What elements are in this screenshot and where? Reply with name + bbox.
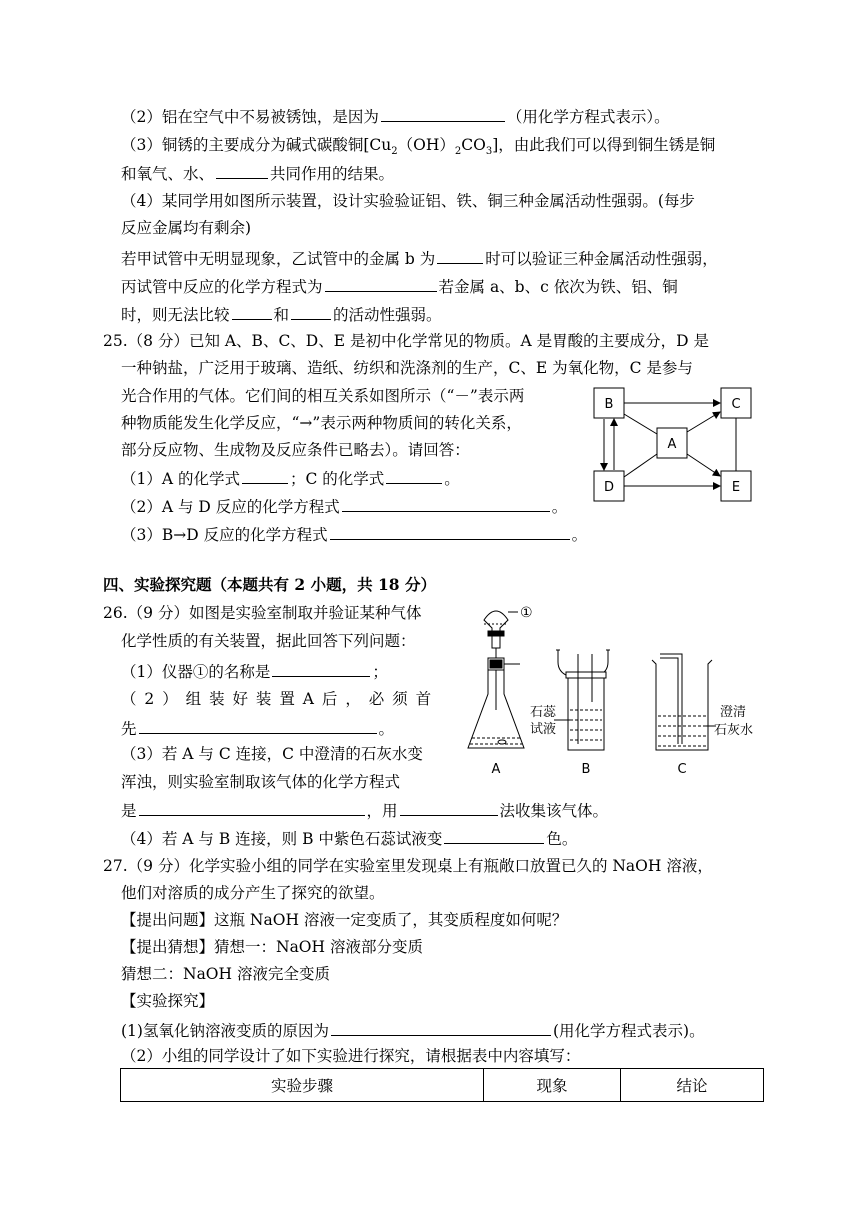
answer-blank[interactable]: [272, 659, 370, 677]
header-steps: 实验步骤: [121, 1069, 484, 1102]
answer-blank[interactable]: [216, 161, 268, 179]
q27-explore-heading: 【实验探究】: [121, 992, 215, 1010]
q26-line2: 化学性质的有关装置，据此回答下列问题：: [121, 632, 416, 650]
q26-q4: （4）若 A 与 B 连接，则 B 中紫色石蕊试液变 色。: [121, 826, 577, 850]
answer-blank[interactable]: [325, 274, 437, 292]
table-header-row: [121, 1069, 764, 1102]
label-litmus-1: 石蕊: [530, 705, 557, 720]
apparatus-a: [468, 611, 524, 748]
arrow-a-c: [687, 412, 720, 432]
answer-blank[interactable]: [381, 104, 505, 122]
label-litmus-2: 试液: [530, 722, 557, 737]
answer-blank[interactable]: [400, 798, 498, 816]
q24-part3-line2: 和氧气、水、 共同作用的结果。: [121, 161, 394, 185]
answer-blank[interactable]: [444, 826, 544, 844]
q25-q2: （2）A 与 D 反应的化学方程式 。: [121, 494, 567, 518]
arrow-a-e: [687, 454, 720, 476]
q24-part4-line3: 若甲试管中无明显现象，乙试管中的金属 b 为 时可以验证三种金属活动性强弱，: [121, 246, 718, 270]
node-e-label: E: [731, 480, 741, 495]
label-limewater-1: 澄清: [720, 705, 747, 720]
answer-blank[interactable]: [330, 522, 570, 540]
answer-blank[interactable]: [386, 466, 442, 484]
node-a-label: A: [667, 437, 677, 452]
q26-q3-line3: 是 ，用 法收集该气体。: [121, 798, 608, 822]
circle-one-callout: [508, 605, 533, 621]
q25-line3: 光合作用的气体。它们间的相互关系如图所示（“－”表示两: [121, 387, 525, 405]
q25-line5: 部分反应物、生成物及反应条件已略去）。请回答：: [121, 441, 470, 459]
label-a: A: [491, 762, 501, 777]
q25-line4: 种物质能发生化学反应，“→”表示两种物质间的转化关系，: [121, 414, 522, 432]
answer-blank[interactable]: [291, 302, 331, 320]
q26-q3-line2: 浑浊，则实验室制取该气体的化学方程式: [121, 773, 401, 791]
apparatus-figure: [462, 598, 774, 782]
q25-line2: 一种钠盐，广泛用于玻璃、造纸、纺织和洗涤剂的生产，C、E 为氧化物，C 是参与: [121, 359, 693, 377]
q26-q2: （ 2 ） 组 装 好 装 置 A 后 ， 必 须 首: [121, 690, 433, 708]
label-limewater-2: 石灰水: [714, 723, 754, 738]
q27-question: 【提出问题】这瓶 NaOH 溶液一定变质了，其变质程度如何呢？: [121, 911, 568, 929]
link-a-d: [624, 454, 657, 477]
q27-q1: (1)氢氧化钠溶液变质的原因为 (用化学方程式表示)。: [121, 1018, 705, 1042]
q24-part4-line2: 反应金属均有剩余): [121, 219, 252, 237]
q26-line1: 26.（9 分）如图是实验室制取并验证某种气体: [103, 604, 422, 622]
label-c: C: [677, 762, 687, 777]
q24-part4-line5: 时，则无法比较 和 的活动性强弱。: [121, 302, 442, 326]
q27-hypothesis1: 【提出猜想】猜想一：NaOH 溶液部分变质: [121, 938, 423, 956]
q25-q1: （1）A 的化学式 ；C 的化学式 。: [121, 466, 460, 490]
answer-blank[interactable]: [242, 466, 288, 484]
experiment-table: [120, 1068, 764, 1102]
answer-blank[interactable]: [437, 246, 483, 264]
answer-blank[interactable]: [232, 302, 272, 320]
relationship-diagram: [590, 382, 760, 510]
section-heading: 四、实验探究题（本题共有 2 小题，共 18 分）: [103, 575, 436, 594]
q25-line1: 25.（8 分）已知 A、B、C、D、E 是初中化学常见的物质。A 是胃酸的主要成分，D 是: [103, 332, 709, 350]
answer-blank[interactable]: [331, 1018, 551, 1036]
q24-part3: （3）铜锈的主要成分为碱式碳酸铜$[Cu_2(OH)_2CO_3]$，由此我们可以得到铜生锈是铜: [121, 136, 716, 158]
answer-blank[interactable]: [139, 798, 365, 816]
q27-line2: 他们对溶质的成分产生了探究的欲望。: [121, 884, 385, 902]
answer-blank[interactable]: [342, 494, 550, 512]
header-phenomenon: 现象: [484, 1069, 621, 1102]
answer-blank[interactable]: [139, 716, 377, 734]
q24-part4-line4: 丙试管中反应的化学方程式为 若金属 a、b、c 依次为铁、铝、铜: [121, 274, 678, 298]
q26-q1: （1）仪器①的名称是 ；: [121, 659, 388, 683]
apparatus-b: [556, 650, 610, 750]
link-a-b: [624, 414, 657, 434]
q26-q2-line2: 先 。: [121, 716, 394, 740]
header-conclusion: 结论: [621, 1069, 764, 1102]
apparatus-c: [652, 654, 712, 750]
q24-part4-line1: （4）某同学用如图所示装置，设计实验验证铝、铁、铜三种金属活动性强弱。(每步: [121, 192, 695, 210]
q27-hypothesis2: 猜想二：NaOH 溶液完全变质: [121, 965, 330, 983]
q24-part2: （2）铝在空气中不易被锈蚀，是因为 （用化学方程式表示）。: [121, 104, 670, 128]
label-b: B: [581, 762, 591, 777]
node-d-label: D: [603, 480, 615, 495]
q27-q2: （2）小组的同学设计了如下实验进行探究，请根据表中内容填写：: [121, 1047, 581, 1065]
node-c-label: C: [731, 397, 741, 412]
q26-q3: （3）若 A 与 C 连接，C 中澄清的石灰水变: [121, 745, 423, 763]
svg-text:①: ①: [520, 605, 533, 621]
node-b-label: B: [604, 397, 614, 412]
q25-q3: （3）B→D 反应的化学方程式 。: [121, 522, 587, 546]
q27-line1: 27.（9 分）化学实验小组的同学在实验室里发现桌上有瓶敞口放置已久的 NaOH 溶液，: [103, 857, 713, 875]
